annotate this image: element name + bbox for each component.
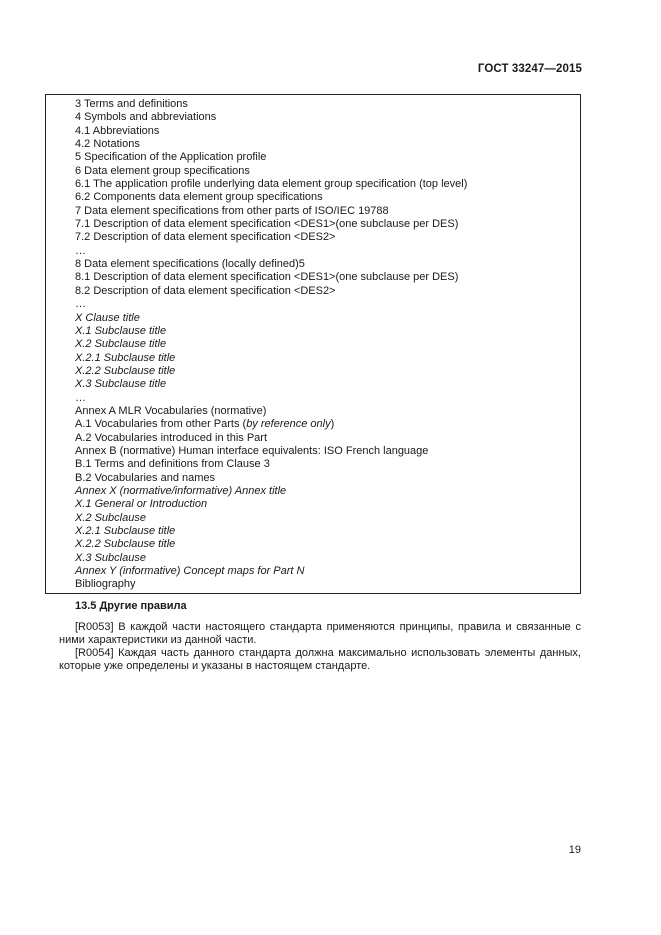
toc-line bbox=[75, 151, 467, 164]
toc-line-text: X Clause title bbox=[75, 311, 140, 324]
toc-line-text: X.2 Subclause title bbox=[75, 338, 167, 351]
toc-line bbox=[75, 111, 467, 124]
toc-line bbox=[75, 578, 467, 591]
toc-line bbox=[75, 245, 467, 258]
toc-line bbox=[75, 98, 467, 111]
toc-line bbox=[75, 298, 467, 311]
toc-line-text: 4.1 Abbreviations bbox=[75, 124, 160, 137]
toc-line bbox=[75, 445, 467, 458]
toc-line-text: 8.2 Description of data element specification <DES2> bbox=[75, 284, 336, 297]
toc-line-text: X.2.2 Subclause title bbox=[75, 538, 176, 551]
toc-line bbox=[75, 285, 467, 298]
toc-line-text: 6.1 The application profile underlying data element group specification (top level) bbox=[75, 178, 468, 191]
toc-line bbox=[75, 138, 467, 151]
toc-line-text: 4.2 Notations bbox=[75, 138, 140, 151]
paragraph-r0053: [R0053] В каждой части настоящего стандарта применяются принципы, правила и связанные с ними характеристики из данной части. bbox=[59, 621, 581, 647]
toc-line bbox=[75, 258, 467, 271]
section-title: 13.5 Другие правила bbox=[75, 600, 187, 612]
paragraph-r0054: [R0054] Каждая часть данного стандарта должна максимально использовать элементы данных, которые уже определены и указаны в настоящем стандарте. bbox=[59, 647, 581, 673]
toc-line-text: … bbox=[75, 298, 86, 311]
toc-line bbox=[75, 498, 467, 511]
toc-line bbox=[75, 472, 467, 485]
toc-line bbox=[75, 458, 467, 471]
toc-line-text: Annex X (normative/informative) Annex title bbox=[75, 484, 287, 497]
toc-line-text: … bbox=[75, 391, 86, 404]
toc-line bbox=[75, 432, 467, 445]
toc-line-text: X.2.1 Subclause title bbox=[75, 525, 176, 537]
toc-line-text: 8.1 Description of data element specification <DES1>(one subclause per DES) bbox=[75, 271, 459, 284]
toc-line-text: Bibliography bbox=[75, 578, 136, 591]
toc-line bbox=[75, 178, 467, 191]
toc-line bbox=[75, 418, 467, 431]
toc-line bbox=[75, 538, 467, 551]
toc-line-text: 7.1 Description of data element specification <DES1>(one subclause per DES) bbox=[75, 218, 459, 231]
toc-line bbox=[75, 565, 467, 578]
toc-line bbox=[75, 485, 467, 498]
toc-line bbox=[75, 271, 467, 284]
toc-line-text: A.1 Vocabularies from other Parts ( bbox=[75, 418, 247, 431]
toc-list bbox=[75, 98, 467, 592]
toc-line-text: X.3 Subclause bbox=[75, 551, 146, 564]
toc-line-text: 6 Data element group specifications bbox=[75, 164, 250, 177]
toc-line-text: 6.2 Components data element group specifications bbox=[75, 191, 323, 204]
toc-line-emphasis: by reference only bbox=[246, 418, 331, 431]
toc-line bbox=[75, 512, 467, 525]
toc-line-text: 7.2 Description of data element specification <DES2> bbox=[75, 231, 336, 244]
toc-line bbox=[75, 218, 467, 231]
toc-line-text: X.2.2 Subclause title bbox=[75, 364, 176, 377]
toc-line bbox=[75, 552, 467, 565]
page-number: 19 bbox=[568, 844, 581, 856]
toc-line bbox=[75, 165, 467, 178]
toc-line-text: Annex Y (informative) Concept maps for Part N bbox=[75, 565, 305, 578]
document-code-header: ГОСТ 33247—2015 bbox=[477, 63, 582, 75]
toc-line bbox=[75, 392, 467, 405]
toc-line-text: X.2 Subclause bbox=[75, 511, 146, 524]
toc-line-text: X.2.1 Subclause title bbox=[75, 351, 176, 364]
toc-line-tail: ) bbox=[330, 418, 335, 431]
toc-line-text: X.3 Subclause title bbox=[75, 378, 167, 391]
toc-line-text: A.2 Vocabularies introduced in this Part bbox=[75, 431, 268, 444]
toc-line bbox=[75, 338, 467, 351]
toc-line bbox=[75, 525, 467, 538]
table-of-contents-box bbox=[45, 94, 581, 594]
toc-line-text: 3 Terms and definitions bbox=[75, 98, 188, 110]
toc-line bbox=[75, 312, 467, 325]
toc-line bbox=[75, 231, 467, 244]
toc-line-text: 4 Symbols and abbreviations bbox=[75, 111, 217, 124]
toc-line-text: X.1 General or Introduction bbox=[75, 498, 208, 511]
toc-line-text: 7 Data element specifications from other parts of ISO/IEC 19788 bbox=[75, 204, 389, 217]
toc-line-text: 8 Data element specifications (locally defined)5 bbox=[75, 258, 305, 271]
toc-line bbox=[75, 378, 467, 391]
toc-line-text: B.1 Terms and definitions from Clause 3 bbox=[75, 458, 270, 471]
toc-line-text: … bbox=[75, 244, 86, 257]
toc-line bbox=[75, 205, 467, 218]
toc-line bbox=[75, 191, 467, 204]
toc-line bbox=[75, 405, 467, 418]
toc-line bbox=[75, 125, 467, 138]
toc-line-text: Annex B (normative) Human interface equivalents: ISO French language bbox=[75, 444, 429, 457]
toc-line bbox=[75, 365, 467, 378]
toc-line-text: 5 Specification of the Application profile bbox=[75, 151, 267, 164]
toc-line-text: X.1 Subclause title bbox=[75, 324, 167, 337]
toc-line bbox=[75, 352, 467, 365]
toc-line bbox=[75, 325, 467, 338]
toc-line-text: B.2 Vocabularies and names bbox=[75, 471, 216, 484]
toc-line-text: Annex A MLR Vocabularies (normative) bbox=[75, 404, 267, 417]
